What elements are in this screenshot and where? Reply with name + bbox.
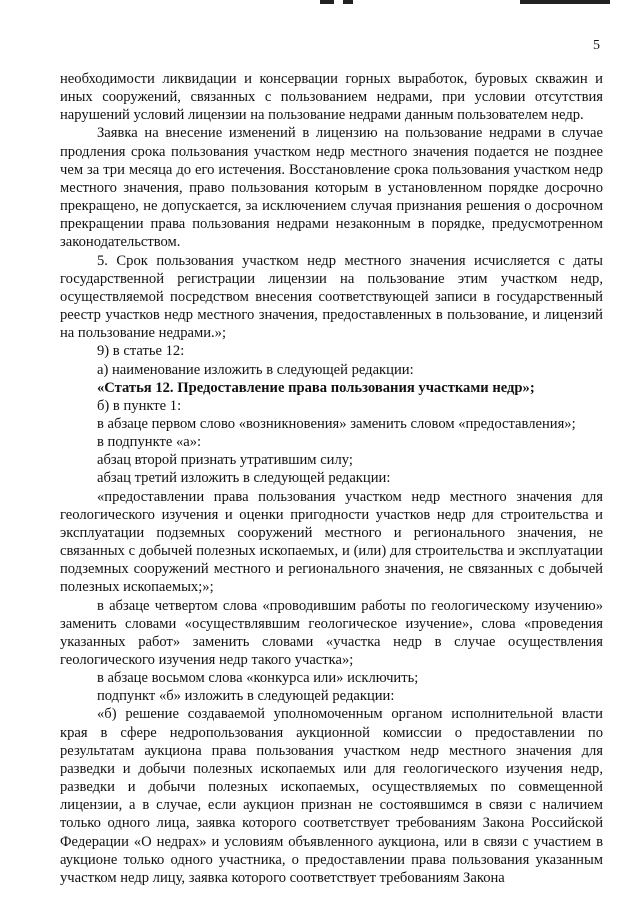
document-body (60, 70, 603, 887)
paragraph: в подпункте «а»: (97, 434, 202, 451)
paragraph: в абзаце восьмом слова «конкурса или» исключить; (97, 670, 419, 687)
paragraph: необходимости ликвидации и консервации горных выработок, буровых скважин и иных сооружений, связанных с пользованием недрами, при условии отсутствия нарушений условий лицензии на пользование недрами данным пользователем недр. (60, 71, 603, 124)
paragraph: Заявка на внесение изменений в лицензию на пользование недрами в случае продления срока пользования участком недр местного значения подается не позднее чем за три месяца до его истечения. Восстановление срока пользования участком недр местного значения, право пользования которым в установленном порядке досрочно прекращено, не допускается, за исключением случая признания решения о досрочном прекращении права пользования недрами незаконным в порядке, предусмотренном законодательством. (60, 125, 603, 251)
paragraph: абзац второй признать утратившим силу; (97, 452, 353, 469)
paragraph: абзац третий изложить в следующей редакции: (97, 470, 391, 487)
article-heading: «Статья 12. Предоставление права пользования участками недр»; (97, 379, 535, 396)
paragraph: в абзаце четвертом слова «проводившим работы по геологическому изучению» заменить словами «осуществлявшим геологическое изучение», слова «проведения указанных работ» заменить словами «участка недр в случае осуществления геологического изучения недр такого участка»; (60, 597, 603, 668)
paragraph: в абзаце первом слово «возникновения» заменить словом «предоставления»; (97, 415, 576, 432)
paragraph: а) наименование изложить в следующей редакции: (97, 361, 414, 378)
paragraph: 5. Срок пользования участком недр местного значения исчисляется с даты государственной регистрации лицензии на пользование этим участком недр, осуществляемой посредством внесения соответствующей записи в государственный реестр участков недр местного значения, предоставленных в пользование, и лицензий на пользование недрами.»; (60, 252, 603, 342)
paragraph: б) в пункте 1: (97, 397, 182, 414)
paragraph: 9) в статье 12: (97, 343, 185, 360)
top-mark (520, 0, 610, 4)
top-mark (320, 0, 334, 4)
paragraph: «предоставлении права пользования участком недр местного значения для геологического изучения и оценки пригодности участков недр для строительства и эксплуатации подземных сооружений местного и регионального значения, не связанных с добычей полезных ископаемых, и (или) для строительства и эксплуатации подземных сооружений местного и регионального значения, не связанных с добычей полезных ископаемых;»; (60, 488, 603, 596)
page-number: 5 (593, 38, 600, 53)
top-edge-marks (0, 0, 640, 10)
paragraph: «б) решение создаваемой уполномоченным органом исполнительной власти края в сфере недропользования аукционной комиссии о предоставлении по результатам аукциона права пользования участком недр местного значения для разведки и добычи полезных ископаемых или для геологического изучения недр, разведки и добычи полезных ископаемых, осуществляемых по совмещенной лицензии, а в случае, если аукцион признан не состоявшимся в связи с наличием только одного лица, заявка которого соответствует требованиям Закона Российской Федерации «О недрах» и условиям объявленного аукциона, или в связи с участием в аукционе только одного участника, о предоставлении права пользования указанным участком недр лицу, заявка которого соответствует требованиям Закона (60, 706, 603, 886)
paragraph: подпункт «б» изложить в следующей редакции: (97, 688, 395, 705)
top-mark (343, 0, 353, 4)
